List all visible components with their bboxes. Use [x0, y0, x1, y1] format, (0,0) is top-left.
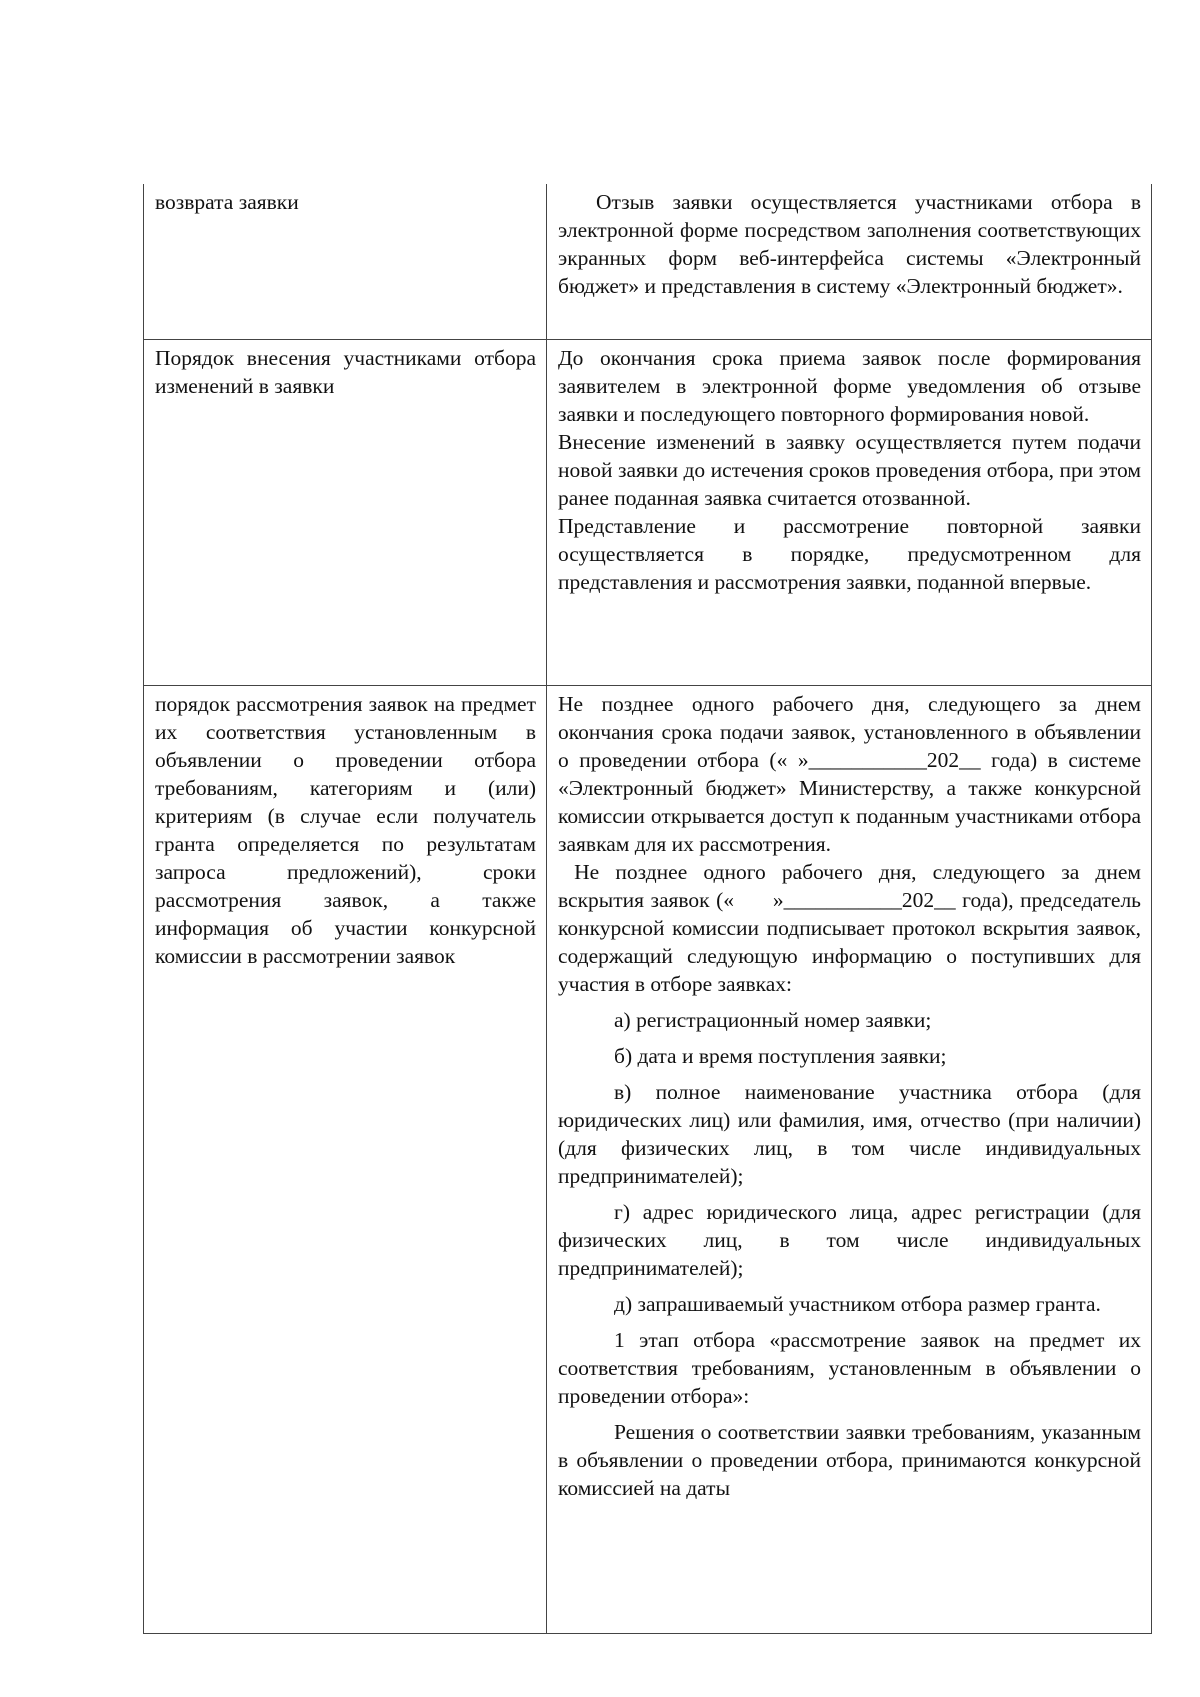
list-item: б) дата и время поступления заявки; [614, 1044, 947, 1068]
row-content-cell [547, 686, 1152, 1634]
list-item: д) запрашиваемый участником отбора размер гранта. [614, 1292, 1101, 1316]
paragraph: 1 этап отбора «рассмотрение заявок на предмет их соответствия требованиям, установленным в объявлении о проведении отбора»: [558, 1328, 1141, 1408]
table-row [144, 340, 1152, 686]
paragraph: Представление и рассмотрение повторной заявки осуществляется в порядке, предусмотренном для представления и рассмотрения заявки, поданной впервые. [558, 514, 1141, 594]
row-content-cell [547, 184, 1152, 340]
paragraph: Не позднее одного рабочего дня, следующего за днем окончания срока подачи заявок, установленного в объявлении о проведении отбора (« »___________202__ года) в системе «Электронный бюджет» Министерству, а также конкурсной комиссии открывается доступ к поданным участниками отбора заявкам для их рассмотрения. [558, 692, 1141, 856]
row-label-cell [144, 340, 547, 686]
row-label: порядок рассмотрения заявок на предмет их соответствия установленным в объявлении о проведении отбора требованиям, категориям и (или) критериям (в случае если получатель гранта определяется по результатам запроса предложений), сроки рассмотрения заявок, а также информация об участии конкурсной комиссии в рассмотрении заявок [155, 692, 536, 968]
list-item: г) адрес юридического лица, адрес регистрации (для физических лиц, в том числе индивидуальных предпринимателей); [558, 1200, 1141, 1280]
paragraph: Решения о соответствии заявки требованиям, указанным в объявлении о проведении отбора, принимаются конкурсной комиссией на даты [558, 1420, 1141, 1500]
paragraph: Внесение изменений в заявку осуществляется путем подачи новой заявки до истечения сроков проведения отбора, при этом ранее поданная заявка считается отозванной. [558, 430, 1141, 510]
procedure-table [143, 184, 1152, 1634]
row-label: Порядок внесения участниками отбора изменений в заявки [155, 346, 536, 398]
table-row [144, 686, 1152, 1634]
row-content-cell [547, 340, 1152, 686]
paragraph: Не позднее одного рабочего дня, следующего за днем вскрытия заявок (« »___________202__ года), председатель конкурсной комиссии подписывает протокол вскрытия заявок, содержащий следующую информацию о поступивших для участия в отборе заявках: [558, 860, 1147, 996]
row-label: возврата заявки [155, 190, 299, 214]
list-item: а) регистрационный номер заявки; [614, 1008, 932, 1032]
paragraph: Отзыв заявки осуществляется участниками отбора в электронной форме посредством заполнения соответствующих экранных форм веб-интерфейса системы «Электронный бюджет» и представления в систему «Электронный бюджет». [558, 190, 1141, 298]
row-label-cell [144, 184, 547, 340]
row-label-cell [144, 686, 547, 1634]
paragraph: До окончания срока приема заявок после формирования заявителем в электронной форме уведомления об отзыве заявки и последующего повторного формирования новой. [558, 346, 1141, 426]
list-item: в) полное наименование участника отбора (для юридических лиц) или фамилия, имя, отчество (при наличии) (для физических лиц, в том числе индивидуальных предпринимателей); [558, 1080, 1141, 1188]
table-row [144, 184, 1152, 340]
